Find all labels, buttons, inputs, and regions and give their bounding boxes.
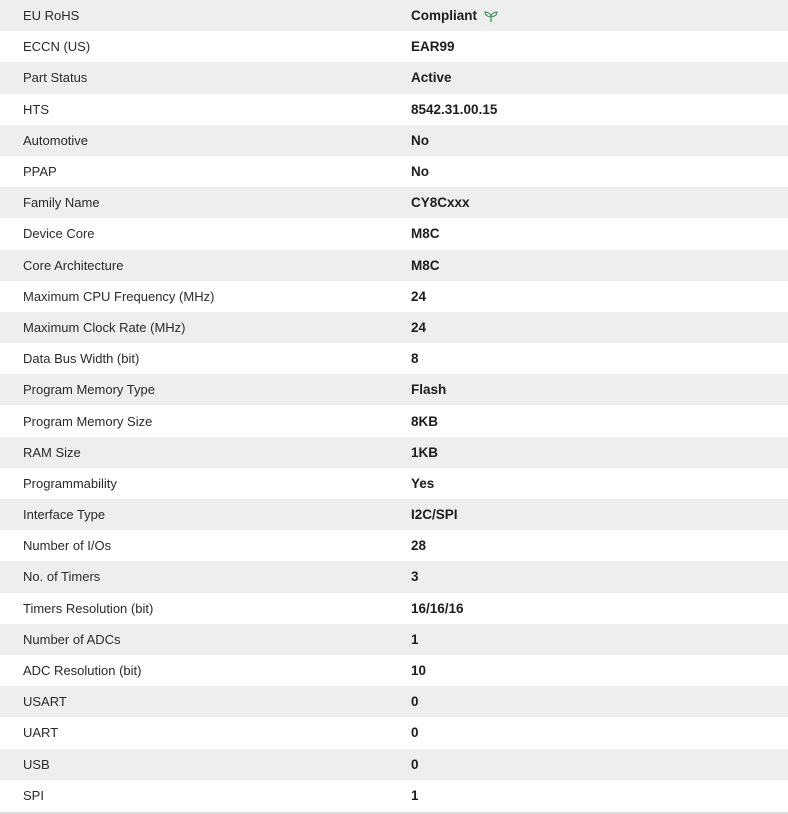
attribute-name: No. of Timers	[23, 569, 101, 585]
table-row	[0, 187, 788, 218]
attribute-name: Maximum Clock Rate (MHz)	[23, 319, 186, 335]
table-row	[0, 780, 788, 811]
attribute-name: HTS	[23, 101, 49, 117]
table-row	[0, 374, 788, 405]
attribute-name: Programmability	[23, 475, 117, 491]
attribute-name: USART	[23, 694, 67, 710]
attribute-name: Core Architecture	[23, 257, 124, 273]
table-row	[0, 31, 788, 62]
table-row	[0, 125, 788, 156]
table-row	[0, 437, 788, 468]
table-row	[0, 655, 788, 686]
table-row	[0, 218, 788, 249]
table-row	[0, 499, 788, 530]
table-row	[0, 156, 788, 187]
attribute-name: EU RoHS	[23, 8, 80, 24]
attribute-value-text: Compliant	[411, 8, 477, 24]
attribute-name: Family Name	[23, 195, 100, 211]
attribute-name: RAM Size	[23, 444, 81, 460]
attribute-name: Number of I/Os	[23, 538, 112, 554]
attribute-value: Active	[411, 70, 452, 86]
table-row	[0, 0, 788, 31]
attribute-value: 1	[411, 631, 419, 647]
attribute-value: 1KB	[411, 444, 439, 460]
table-row	[0, 561, 788, 592]
attribute-value: 1	[411, 787, 419, 803]
attribute-value: No	[411, 132, 429, 148]
table-row	[0, 281, 788, 312]
attribute-value: Yes	[411, 475, 435, 491]
attribute-name: Maximum CPU Frequency (MHz)	[23, 288, 215, 304]
attribute-name: Interface Type	[23, 507, 106, 523]
attribute-value: Flash	[411, 382, 447, 398]
table-row	[0, 530, 788, 561]
leaf-icon	[483, 11, 499, 23]
attribute-value: 10	[411, 663, 427, 679]
table-row	[0, 62, 788, 93]
attribute-value: M8C	[411, 257, 440, 273]
attribute-name: USB	[23, 756, 50, 772]
attribute-value: 0	[411, 756, 419, 772]
attribute-name: Automotive	[23, 132, 89, 148]
table-row	[0, 250, 788, 281]
attribute-name: ECCN (US)	[23, 39, 91, 55]
attribute-name: UART	[23, 725, 59, 741]
attribute-name: Program Memory Size	[23, 413, 153, 429]
attribute-value: 8	[411, 351, 419, 367]
table-row	[0, 94, 788, 125]
attribute-value: 3	[411, 569, 419, 585]
table-row	[0, 405, 788, 436]
attribute-value: M8C	[411, 226, 440, 242]
attribute-value: 28	[411, 538, 427, 554]
table-row	[0, 624, 788, 655]
attribute-value	[411, 0, 788, 31]
attribute-value: 0	[411, 694, 419, 710]
attribute-value: 8KB	[411, 413, 439, 429]
table-row	[0, 312, 788, 343]
attribute-value: No	[411, 164, 429, 180]
attribute-name: Program Memory Type	[23, 382, 155, 398]
attribute-value: I2C/SPI	[411, 507, 458, 523]
attribute-name: Number of ADCs	[23, 631, 121, 647]
table-row	[0, 686, 788, 717]
table-row	[0, 717, 788, 748]
table-row	[0, 468, 788, 499]
attribute-value: 24	[411, 319, 427, 335]
attribute-value: 16/16/16	[411, 600, 464, 616]
attribute-name: ADC Resolution (bit)	[23, 663, 142, 679]
attribute-name: Timers Resolution (bit)	[23, 600, 154, 616]
attribute-name: Data Bus Width (bit)	[23, 351, 140, 367]
attribute-value: 0	[411, 725, 419, 741]
table-row	[0, 749, 788, 780]
attribute-name: Device Core	[23, 226, 95, 242]
attribute-value: CY8Cxxx	[411, 195, 470, 211]
attribute-value: 8542.31.00.15	[411, 101, 498, 117]
table-row	[0, 343, 788, 374]
attribute-name: SPI	[23, 787, 44, 803]
attribute-name: Part Status	[23, 70, 88, 86]
attribute-value: EAR99	[411, 39, 455, 55]
table-row	[0, 593, 788, 624]
attribute-name: PPAP	[23, 164, 57, 180]
attribute-value: 24	[411, 288, 427, 304]
